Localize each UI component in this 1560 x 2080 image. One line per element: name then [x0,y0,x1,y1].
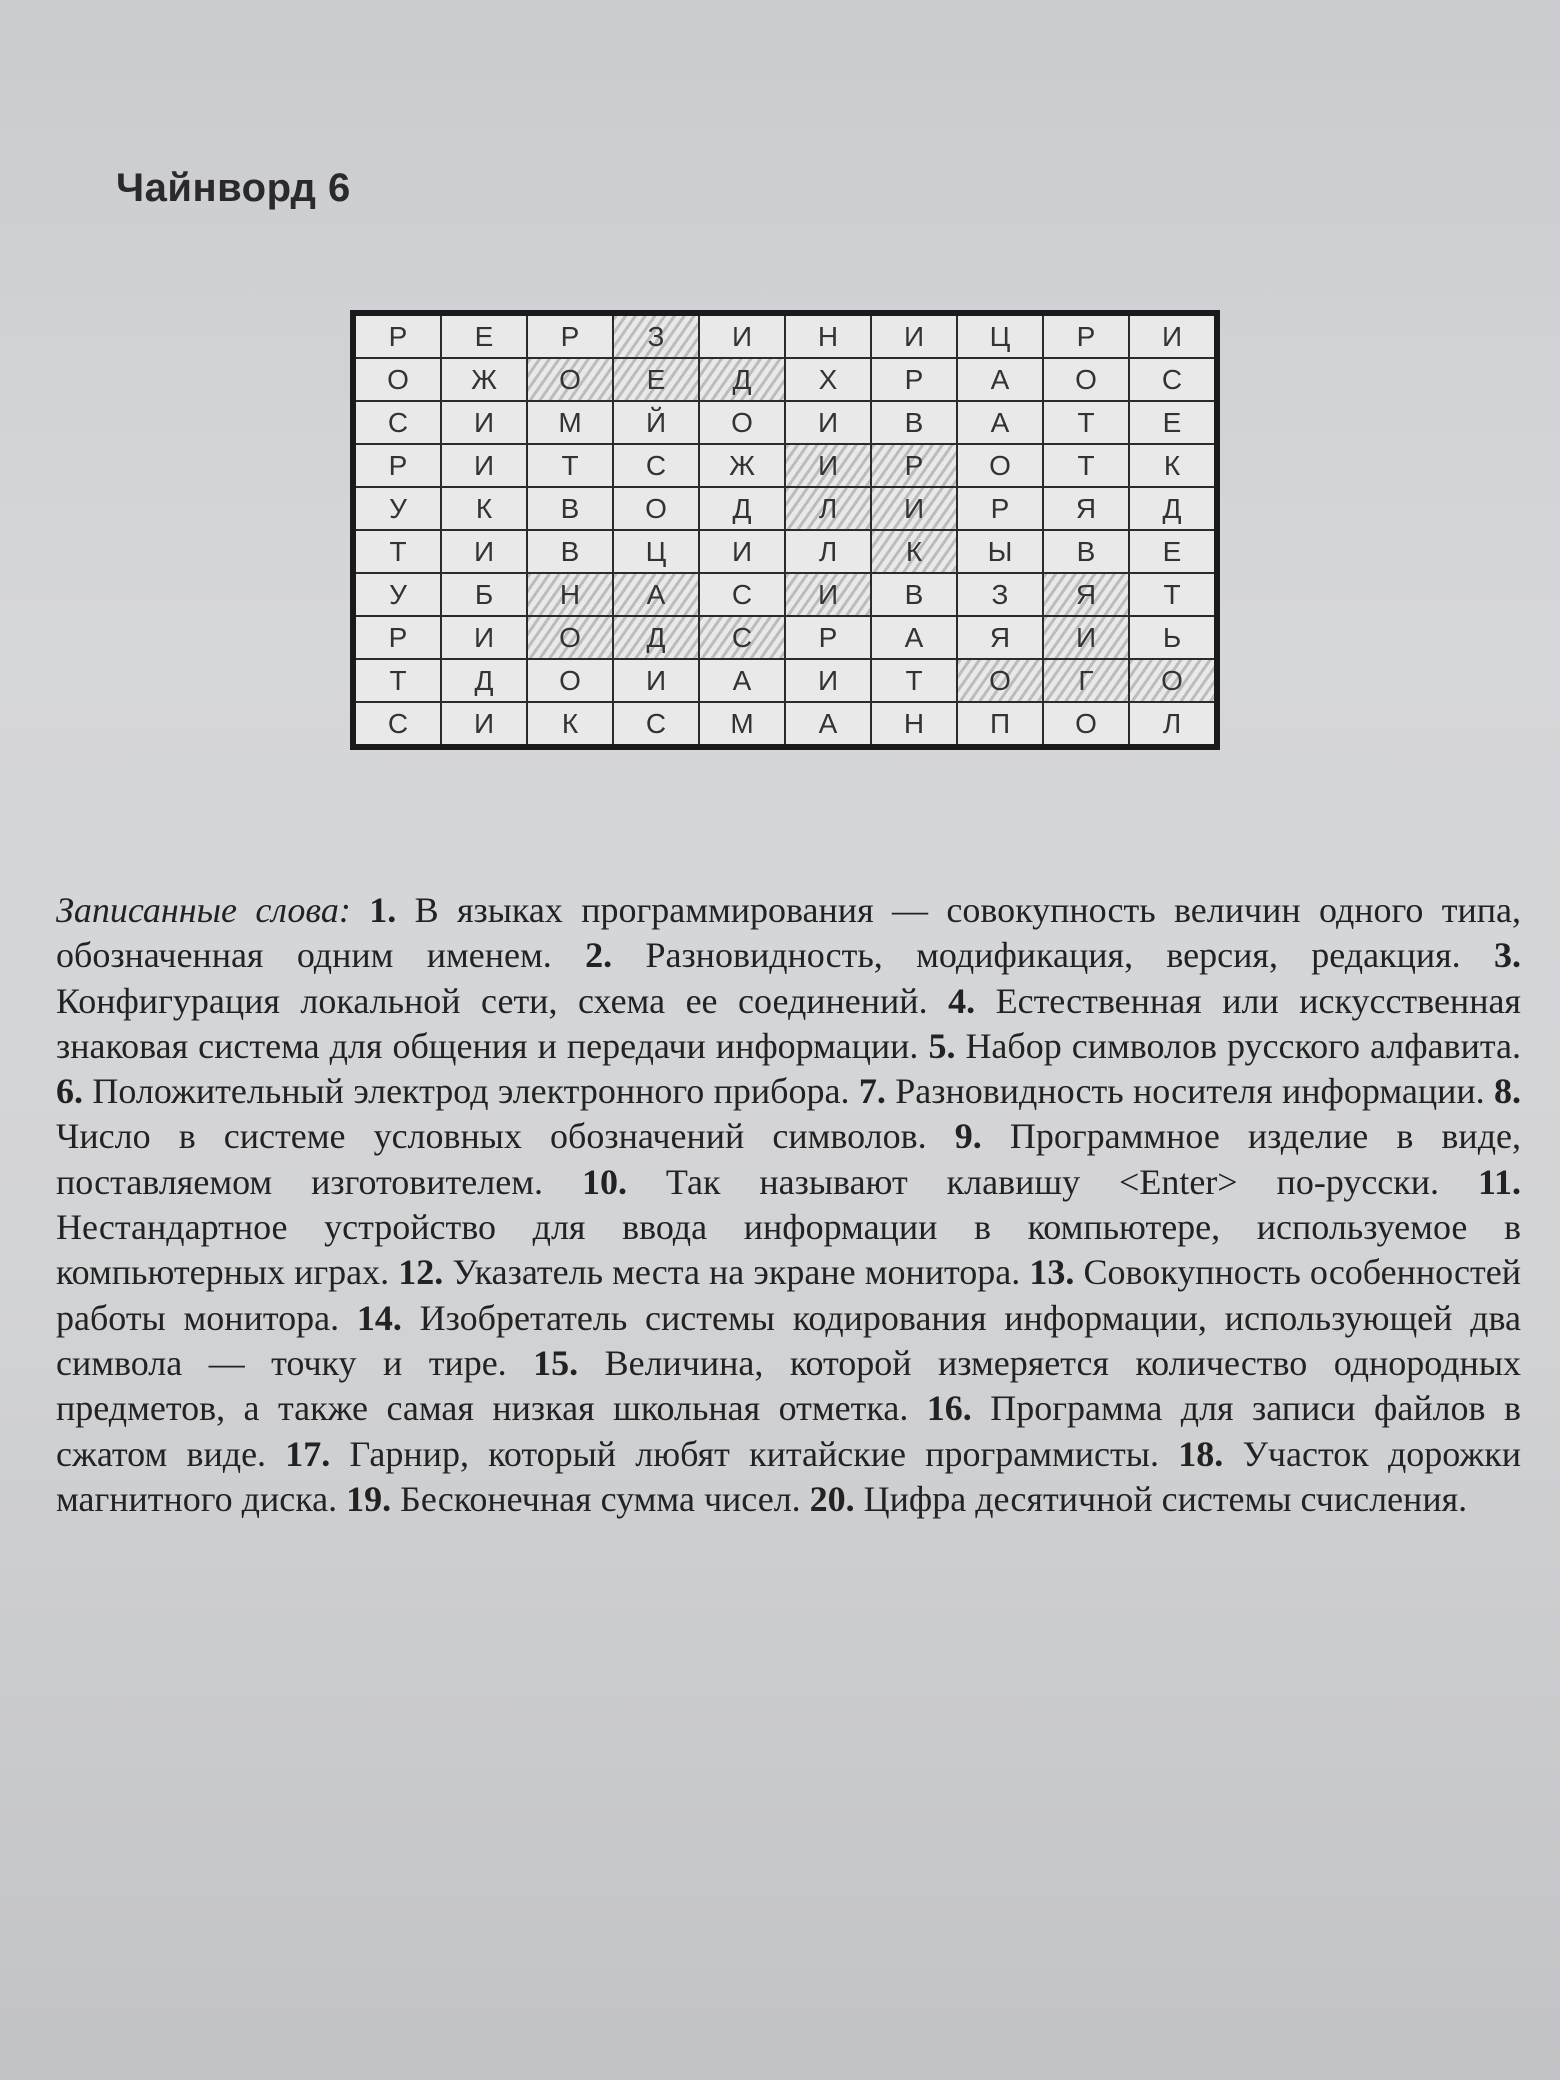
grid-cell: М [699,702,785,747]
clue-number: 14. [356,1297,402,1338]
grid-cell: З [613,313,699,358]
grid-row [353,313,1217,358]
grid-cell: И [1129,313,1217,358]
grid-cell: А [871,616,957,659]
clue-text: Совокупность особенностей работы монитора. [56,1252,1521,1338]
grid-cell: В [871,573,957,616]
grid-cell: И [871,313,957,358]
grid-cell: И [785,659,871,702]
clue-text: Изобретатель системы кодирования информации, использующей два символа — точку и тире. [56,1297,1522,1383]
grid-cell: Р [527,313,613,358]
grid-row [353,573,1217,616]
grid-cell: П [957,702,1043,747]
grid-row [353,401,1217,444]
grid-cell: И [441,702,527,747]
grid-cell: Ь [1129,616,1217,659]
grid-cell: Н [527,573,613,616]
grid-cell: А [957,358,1043,401]
grid-cell: И [441,444,527,487]
clue-text: В языках программирования — совокупность величин одного типа, обозначенная одним именем. [56,890,1522,976]
grid-cell: Т [353,530,441,573]
grid-cell: О [353,358,441,401]
grid-cell: Р [871,444,957,487]
grid-cell: У [353,487,441,530]
grid-cell: С [1129,358,1217,401]
grid-cell: С [613,702,699,747]
grid-cell: О [699,401,785,444]
grid-cell: Т [1129,573,1217,616]
grid-cell: С [353,401,441,444]
grid-cell: О [1043,702,1129,747]
grid-cell: Я [1043,487,1129,530]
clue-number: 1. [369,890,397,930]
clue-number: 15. [533,1342,579,1383]
grid-cell: У [353,573,441,616]
clue-text: Величина, которой измеряется количество однородных предметов, а также самая низкая школьная отметка. [56,1342,1522,1429]
grid-cell: И [785,444,871,487]
clue-text: Естественная или искусственная знаковая система для общения и передачи информации. [56,980,1521,1066]
clue-number: 10. [581,1161,627,1202]
clue-number: 4. [948,980,976,1021]
grid-cell: Р [353,313,441,358]
crossword-grid [350,310,1220,750]
clue-number: 19. [346,1478,392,1519]
grid-cell: И [441,401,527,444]
grid-cell: И [1043,616,1129,659]
clue-number: 8. [1494,1071,1522,1112]
grid-cell: Г [1043,659,1129,702]
clue-number: 6. [56,1071,83,1112]
grid-cell: О [1043,358,1129,401]
grid-cell: Д [613,616,699,659]
grid-cell: С [699,616,785,659]
grid-cell: А [785,702,871,747]
clue-text: Конфигурация локальной сети, схема ее соединений. [56,980,928,1021]
grid-cell: Т [527,444,613,487]
clue-text: Цифра десятичной системы счисления. [863,1478,1468,1519]
grid-cell: О [957,659,1043,702]
clue-text: Программное изделие в виде, поставляемом изготовителем. [56,1116,1521,1202]
grid-cell: Ц [957,313,1043,358]
clue-text: Число в системе условных обозначений символов. [56,1116,927,1157]
grid-cell: А [957,401,1043,444]
grid-cell: Е [1129,401,1217,444]
grid-cell: В [527,487,613,530]
grid-row [353,659,1217,702]
grid-cell: Т [1043,401,1129,444]
grid-cell: И [613,659,699,702]
clue-number: 18. [1178,1433,1224,1474]
grid-row [353,487,1217,530]
grid-row [353,444,1217,487]
grid-cell: Е [441,313,527,358]
grid-cell: Ы [957,530,1043,573]
grid-cell: К [871,530,957,573]
grid-cell: О [613,487,699,530]
clue-number: 7. [858,1071,886,1112]
clue-number: 5. [928,1025,956,1066]
grid-cell: Р [353,444,441,487]
grid-cell: Т [1043,444,1129,487]
clue-number: 12. [398,1252,444,1293]
clue-list [56,890,1521,1519]
grid-cell: К [441,487,527,530]
grid-cell: Н [871,702,957,747]
clue-number: 11. [1478,1161,1522,1202]
grid-row [353,530,1217,573]
grid-cell: И [785,573,871,616]
grid-cell: Л [785,530,871,573]
grid-cell: С [353,702,441,747]
grid-cell: В [527,530,613,573]
grid-cell: И [699,530,785,573]
grid-row [353,616,1217,659]
clue-text: Участок дорожки магнитного диска. [56,1433,1522,1519]
grid-cell: Т [353,659,441,702]
clues-lead: Записанные слова: [56,890,351,930]
grid-cell: И [441,616,527,659]
grid-cell: Р [1043,313,1129,358]
grid-cell: В [871,401,957,444]
grid-cell: Я [957,616,1043,659]
grid-cell: Т [871,659,957,702]
grid-cell: Е [1129,530,1217,573]
grid-cell: Д [699,358,785,401]
grid-cell: В [1043,530,1129,573]
grid-cell: Д [699,487,785,530]
clue-text: Программа для записи файлов в сжатом виде. [56,1388,1522,1474]
grid-cell: М [527,401,613,444]
grid-cell: Й [613,401,699,444]
grid-cell: С [613,444,699,487]
grid-cell: Ж [699,444,785,487]
clue-text: Так называют клавишу <Enter> по-русски. [665,1161,1440,1202]
grid-cell: А [613,573,699,616]
clue-text: Нестандартное устройство для ввода информации в компьютере, используемое в компьютерных играх. [56,1207,1521,1293]
clue-number: 16. [926,1388,972,1429]
grid-cell: О [1129,659,1217,702]
clue-number: 9. [954,1116,982,1157]
grid-cell: О [527,616,613,659]
clue-text: Разновидность, модификация, версия, редакция. [645,935,1461,976]
grid-cell: И [785,401,871,444]
grid-cell: Л [785,487,871,530]
grid-cell: К [527,702,613,747]
clue-text: Положительный электрод электронного прибора. [92,1071,850,1112]
clue-number: 13. [1029,1252,1075,1293]
grid-cell: Ж [441,358,527,401]
grid-row [353,358,1217,401]
grid-cell: О [527,659,613,702]
grid-cell: З [957,573,1043,616]
grid-cell: Н [785,313,871,358]
grid-cell: А [699,659,785,702]
grid-cell: Я [1043,573,1129,616]
clue-number: 17. [285,1433,331,1474]
clue-number: 2. [585,935,613,976]
clue-text: Набор символов русского алфавита. [965,1025,1521,1066]
grid-cell: Е [613,358,699,401]
grid-cell: Д [1129,487,1217,530]
grid-cell: И [699,313,785,358]
grid-cell: Б [441,573,527,616]
clues-text [56,888,1521,1522]
grid-cell: И [441,530,527,573]
clue-number: 3. [1494,935,1521,976]
grid-cell: И [871,487,957,530]
clue-text: Гарнир, который любят китайские программисты. [349,1433,1159,1474]
grid-row [353,702,1217,747]
grid-cell: О [957,444,1043,487]
grid-cell: Д [441,659,527,702]
grid-cell: О [527,358,613,401]
grid-cell: Л [1129,702,1217,747]
grid-cell: Ц [613,530,699,573]
grid-cell: К [1129,444,1217,487]
page-title: Чайнворд 6 [116,166,351,210]
grid-cell: Р [353,616,441,659]
grid-cell: Р [785,616,871,659]
grid-cell: Р [871,358,957,401]
grid-cell: Р [957,487,1043,530]
clue-text: Указатель места на экране монитора. [452,1252,1021,1293]
clue-number: 20. [809,1478,855,1519]
grid-cell: С [699,573,785,616]
clue-text: Бесконечная сумма чисел. [400,1478,801,1519]
clue-text: Разновидность носителя информации. [895,1071,1485,1112]
grid-cell: Х [785,358,871,401]
